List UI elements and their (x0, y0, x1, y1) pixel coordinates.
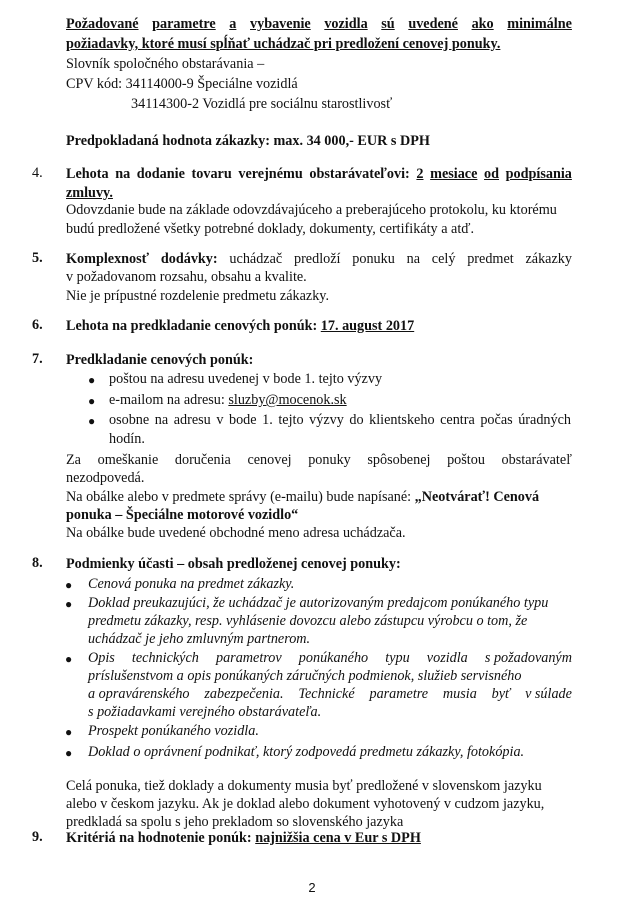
section-7-email-link[interactable]: sluzby@mocenok.sk (228, 392, 347, 408)
word: centra (440, 412, 475, 428)
word: dodanie (136, 166, 185, 182)
word: ponuku (352, 251, 395, 267)
section-8-bullet-2-line-1: Doklad preukazujúci, že uchádzač je autorizovaným predajcom ponúkaného typu (88, 595, 549, 611)
word: verejnému (238, 166, 303, 182)
section-9-label: Kritériá na hodnotenie ponúk: (66, 830, 252, 846)
section-4-text-1: Odovzdanie bude na základe odovzdávajúceho a preberajúceho protokolu, ku ktorému (66, 202, 557, 218)
section-7-bullet-1: poštou na adresu uvedenej v bode 1. tejto výzvy (109, 371, 383, 387)
word: klientskeho (369, 412, 435, 428)
word: mesiace (430, 166, 478, 182)
section-8-bullet-5: Doklad o oprávnení podnikať, ktorý zodpovedá predmetu zákazky, fotokópia. (88, 744, 525, 760)
intro-heading-line-1 (66, 15, 572, 33)
word: parametre (369, 686, 429, 702)
section-4-text-2: budú predložené všetky potrebné doklady, dokumenty, certifikáty a atď. (66, 221, 474, 237)
section-9-value: najnižšia cena v Eur s DPH (255, 830, 421, 846)
word: vozidla (426, 650, 468, 666)
page-number: 2 (308, 880, 316, 895)
section-4-number: 4. (32, 165, 43, 181)
word: ponúkaného (298, 650, 369, 666)
word: obstarávateľovi: (309, 166, 410, 182)
section-7-bullet-2 (109, 391, 347, 409)
intro-heading-line-2: požiadavky, ktoré musí spĺňať uchádzač pri predložení cenovej ponuky. (66, 36, 501, 52)
word: 2 (416, 166, 424, 182)
word: v súlade (525, 686, 572, 702)
word: úradných (518, 412, 571, 428)
section-8-bullet-3-line-4: s požiadavkami verejného obstarávateľa. (88, 704, 322, 720)
section-8-paragraph-3: predkladá sa spolu s jeho prekladom so slovenského jazyka (66, 814, 404, 830)
bullet-icon: ● (88, 394, 96, 408)
word: počas (480, 412, 513, 428)
section-5-line-1 (66, 250, 572, 268)
word: parametrov (215, 650, 282, 666)
section-7-heading: Predkladanie cenových ponúk: (66, 352, 254, 368)
word: cenovej (247, 452, 292, 468)
word: a (229, 16, 237, 32)
section-7-paragraph-3: Na obálke bude uvedené obchodné meno adresa uchádzača. (66, 525, 406, 541)
word: adresu (173, 412, 211, 428)
word: tejto (278, 412, 304, 428)
word: poštou (447, 452, 485, 468)
word: typu (385, 650, 410, 666)
bullet-icon: ● (65, 597, 73, 611)
section-8-bullet-2-line-2: predmetu zákazky, resp. vyhlásenie dovozcu alebo zástupcu výrobcu o tom, že (88, 613, 528, 629)
intro-cpv-code-1: CPV kód: 34114000-9 Špeciálne vozidlá (66, 76, 298, 92)
bullet-icon: ● (65, 652, 73, 666)
word: minimálne (507, 16, 572, 32)
word: tovaru (191, 166, 232, 182)
word: osobne (109, 412, 150, 428)
word: v (216, 412, 224, 428)
section-4-heading-cont: zmluvy. (66, 185, 113, 201)
bullet-icon: ● (65, 725, 73, 739)
word: na (115, 166, 131, 182)
section-6-heading (66, 317, 414, 335)
word: výzvy (309, 412, 344, 428)
section-8-bullet-3-line-2: príslušenstvom a opis ponúkaných záručných podmienok, služieb servisného (88, 668, 522, 684)
word: na (406, 251, 420, 267)
word: celý (431, 251, 456, 267)
word: uvedené (408, 16, 458, 32)
word: na (154, 412, 169, 428)
word: Opis (88, 650, 115, 666)
section-7-email-prefix: e-mailom na adresu: (109, 392, 225, 408)
word: obstarávateľ (501, 452, 572, 468)
section-8-number: 8. (32, 555, 43, 571)
section-7-p2-normal: Na obálke alebo v predmete správy (e-mailu) bude napísané: (66, 489, 412, 505)
word: vozidla (324, 16, 368, 32)
section-5-line-2: v požadovanom rozsahu, obsahu a kvalite. (66, 269, 307, 285)
word: ponuky (308, 452, 351, 468)
section-8-bullet-3-line-3 (88, 685, 572, 703)
intro-cpv-code-2: 34114300-2 Vozidlá pre sociálnu starostlivosť (131, 96, 393, 112)
section-7-bullet-3-cont: hodín. (109, 431, 145, 447)
word: predmet (467, 251, 514, 267)
word: Požadované (66, 16, 139, 32)
section-7-paragraph-2-cont: ponuka – Špeciálne motorové vozidlo“ (66, 507, 299, 523)
word: uchádzač (229, 251, 283, 267)
word: spôsobenej (367, 452, 431, 468)
word: zákazky (525, 251, 572, 267)
intro-cpv-title: Slovník spoločného obstarávania – (66, 56, 265, 72)
section-8-paragraph-1: Celá ponuka, tiež doklady a dokumenty musia byť predložené v slovenskom jazyku (66, 778, 542, 794)
word: sú (381, 16, 395, 32)
word: parametre (152, 16, 216, 32)
word: musia (442, 686, 477, 702)
word: vybavenie (250, 16, 311, 32)
word: 1. (262, 412, 273, 428)
word: Za (66, 452, 81, 468)
section-9-number: 9. (32, 829, 43, 845)
intro-estimated-value: Predpokladaná hodnota zákazky: max. 34 000,- EUR s DPH (66, 133, 430, 149)
section-6-label: Lehota na predkladanie cenových ponúk: (66, 318, 318, 334)
word: od (484, 166, 500, 182)
section-6-date: 17. august 2017 (320, 318, 415, 334)
word: Lehota (66, 166, 109, 182)
section-7-bullet-3 (109, 411, 571, 429)
word: Technické (298, 686, 355, 702)
bullet-icon: ● (65, 746, 73, 760)
section-6-number: 6. (32, 317, 43, 333)
section-8-bullet-2-line-3: uchádzač je jeho zmluvným partnerom. (88, 631, 311, 647)
word: Komplexnosť (66, 251, 150, 267)
section-7-paragraph-2 (66, 488, 539, 506)
word: bode (228, 412, 257, 428)
word: s požadovaným (484, 650, 572, 666)
section-8-bullet-1: Cenová ponuka na predmet zákazky. (88, 576, 295, 592)
section-8-bullet-3-line-1 (88, 649, 572, 667)
bullet-icon: ● (65, 578, 73, 592)
bullet-icon: ● (88, 373, 96, 387)
word: omeškanie (97, 452, 159, 468)
word: predloží (293, 251, 341, 267)
word: do (349, 412, 364, 428)
word: byť (491, 686, 511, 702)
section-9-heading (66, 829, 421, 847)
word: a opravárenského (88, 686, 190, 702)
bullet-icon: ● (88, 414, 96, 428)
word: podpísania (505, 166, 572, 182)
section-5-line-3: Nie je prípustné rozdelenie predmetu zákazky. (66, 288, 330, 304)
word: technických (131, 650, 199, 666)
section-7-paragraph-1 (66, 451, 572, 469)
word: zabezpečenia. (204, 686, 284, 702)
section-8-heading: Podmienky účasti – obsah predloženej cenovej ponuky: (66, 556, 401, 572)
section-8-bullet-4: Prospekt ponúkaného vozidla. (88, 723, 259, 739)
word: ako (471, 16, 494, 32)
section-7-paragraph-1-cont: nezodpovedá. (66, 470, 145, 486)
section-5-number: 5. (32, 250, 43, 266)
word: doručenia (174, 452, 231, 468)
section-4-heading (66, 165, 572, 183)
section-8-paragraph-2: alebo v českom jazyku. Ak je doklad alebo dokument vyhotovený v cudzom jazyku, (66, 796, 545, 812)
word: dodávky: (160, 251, 218, 267)
section-7-number: 7. (32, 351, 43, 367)
section-7-p2-bold: „Neotvárať! Cenová (414, 489, 540, 505)
